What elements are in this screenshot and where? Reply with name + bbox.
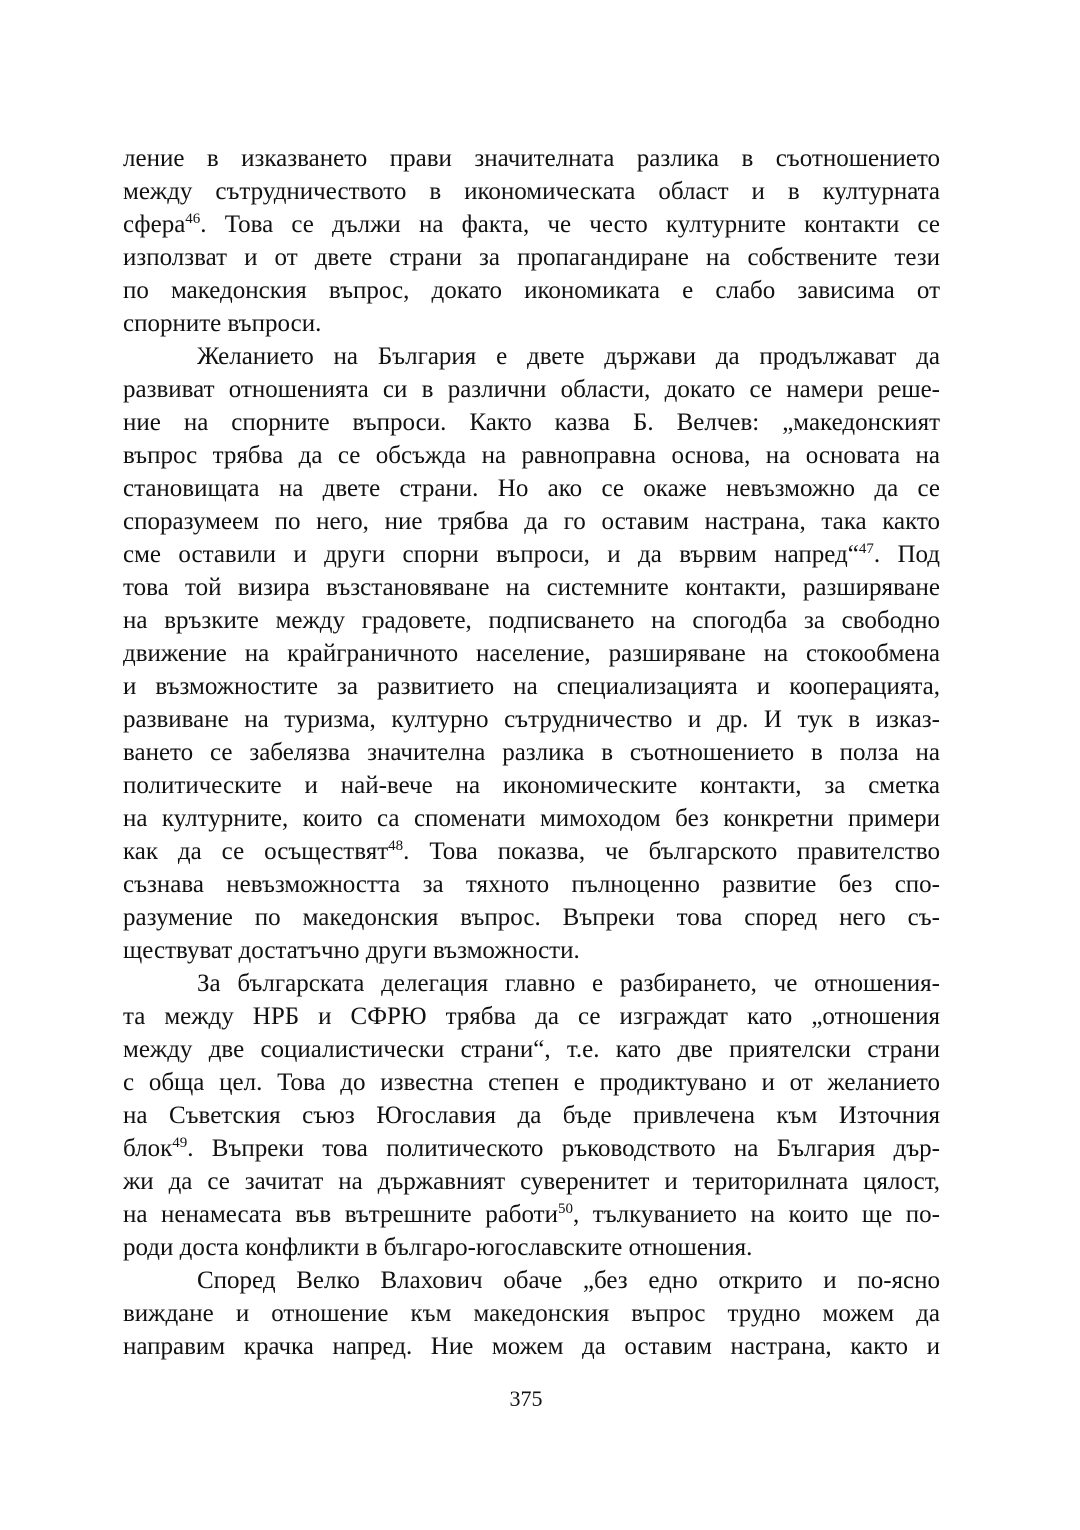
text-line: развиване на туризма, културно сътрудничество и др. И тук в изказ- (123, 706, 940, 733)
text-line: на връзките между градовете, подписването на спогодба за свободно (123, 607, 940, 634)
text-line: Желанието на България е двете държави да продължават да (197, 343, 940, 370)
text-line: ние на спорните въпроси. Както казва Б. Велчев: „македонският (123, 409, 940, 436)
text-line: как да се осъществят$^{48}$. Това показва, че българското правителство (123, 838, 940, 865)
text-line: въпрос трябва да се обсъжда на равноправна основа, на основата на (123, 442, 940, 469)
text-line: направим крачка напред. Ние можем да оставим настрана, както и (123, 1333, 940, 1360)
text-line: това той визира възстановяване на системните контакти, разширяване (123, 574, 940, 601)
text-line: използват и от двете страни за пропагандиране на собствените тези (123, 244, 940, 271)
text-line: по македонския въпрос, докато икономиката е слабо зависима от (123, 277, 940, 304)
text-line: споразумеем по него, ние трябва да го оставим настрана, така както (123, 508, 940, 535)
text-line: между сътрудничеството в икономическата област и в културната (123, 178, 940, 205)
text-line: политическите и най-вече на икономическите контакти, за сметка (123, 772, 940, 799)
text-line: сфера$^{46}$. Това се дължи на факта, че често културните контакти се (123, 211, 940, 238)
text-line: За българската делегация главно е разбирането, че отношения- (197, 970, 940, 997)
text-line: на Съветския съюз Югославия да бъде привлечена към Източния (123, 1102, 940, 1129)
page-body (123, 142, 940, 1363)
text-line: и възможностите за развитието на специализацията и коопeрацията, (123, 673, 940, 700)
text-line: между две социалистически страни“, т.е. като две приятелски страни (123, 1036, 940, 1063)
paragraph (123, 967, 940, 1264)
paragraph (123, 142, 940, 340)
text-line: блок$^{49}$. Въпреки това политическото ръководството на България дър- (123, 1135, 940, 1162)
text-line: на културните, които са споменати мимоходом без конкретни примери (123, 805, 940, 832)
text-line: ществуват достатъчно други възможности. (123, 937, 580, 964)
footnote-ref-46: 46 (185, 211, 201, 227)
text-line: та между НРБ и СФРЮ трябва да се изграждат като „отношения (123, 1003, 940, 1030)
text-line: жи да се зачитат на държавният суверенитет и територилната цялост, (123, 1168, 940, 1195)
text-line: виждане и отношение към македонския въпрос трудно можем да (123, 1300, 940, 1327)
text-line: с обща цел. Това до известна степен е продиктувано и от желанието (123, 1069, 940, 1096)
paragraph (123, 1264, 940, 1363)
text-line: ление в изказването прави значителната разлика в съотношението (123, 145, 940, 172)
text-line: роди доста конфликти в българо-югославските отношения. (123, 1234, 753, 1261)
text-line: на ненамесата във вътрешните работи$^{50}$, тълкуванието на които ще по- (123, 1201, 940, 1228)
text-line: спорните въпроси. (123, 310, 322, 337)
footnote-ref-49: 49 (172, 1135, 188, 1151)
paragraph (123, 340, 940, 967)
text-line: съзнава невъзможността за тяхното пълноценно развитие без спо- (123, 871, 940, 898)
text-line: Според Велко Влахович обаче „без едно открито и по-ясно (197, 1267, 940, 1294)
page-number: 375 (509, 1386, 543, 1411)
text-line: сме оставили и други спорни въпроси, и да вървим напред“$^{47}$. Под (123, 541, 941, 568)
text-line: движение на крайграничното население, разширяване на стокообмена (123, 640, 940, 667)
text-line: становищата на двете страни. Но ако се окаже невъзможно да се (123, 475, 940, 502)
footnote-ref-48: 48 (388, 838, 404, 854)
text-line: ването се забелязва значителна разлика в съотношението в полза на (123, 739, 940, 766)
text-line: развиват отношенията си в различни области, докато се намери реше- (123, 376, 940, 403)
footnote-ref-50: 50 (558, 1201, 573, 1217)
footnote-ref-47: 47 (858, 541, 874, 557)
text-line: разумение по македонския въпрос. Въпреки това според него съ- (123, 904, 940, 931)
